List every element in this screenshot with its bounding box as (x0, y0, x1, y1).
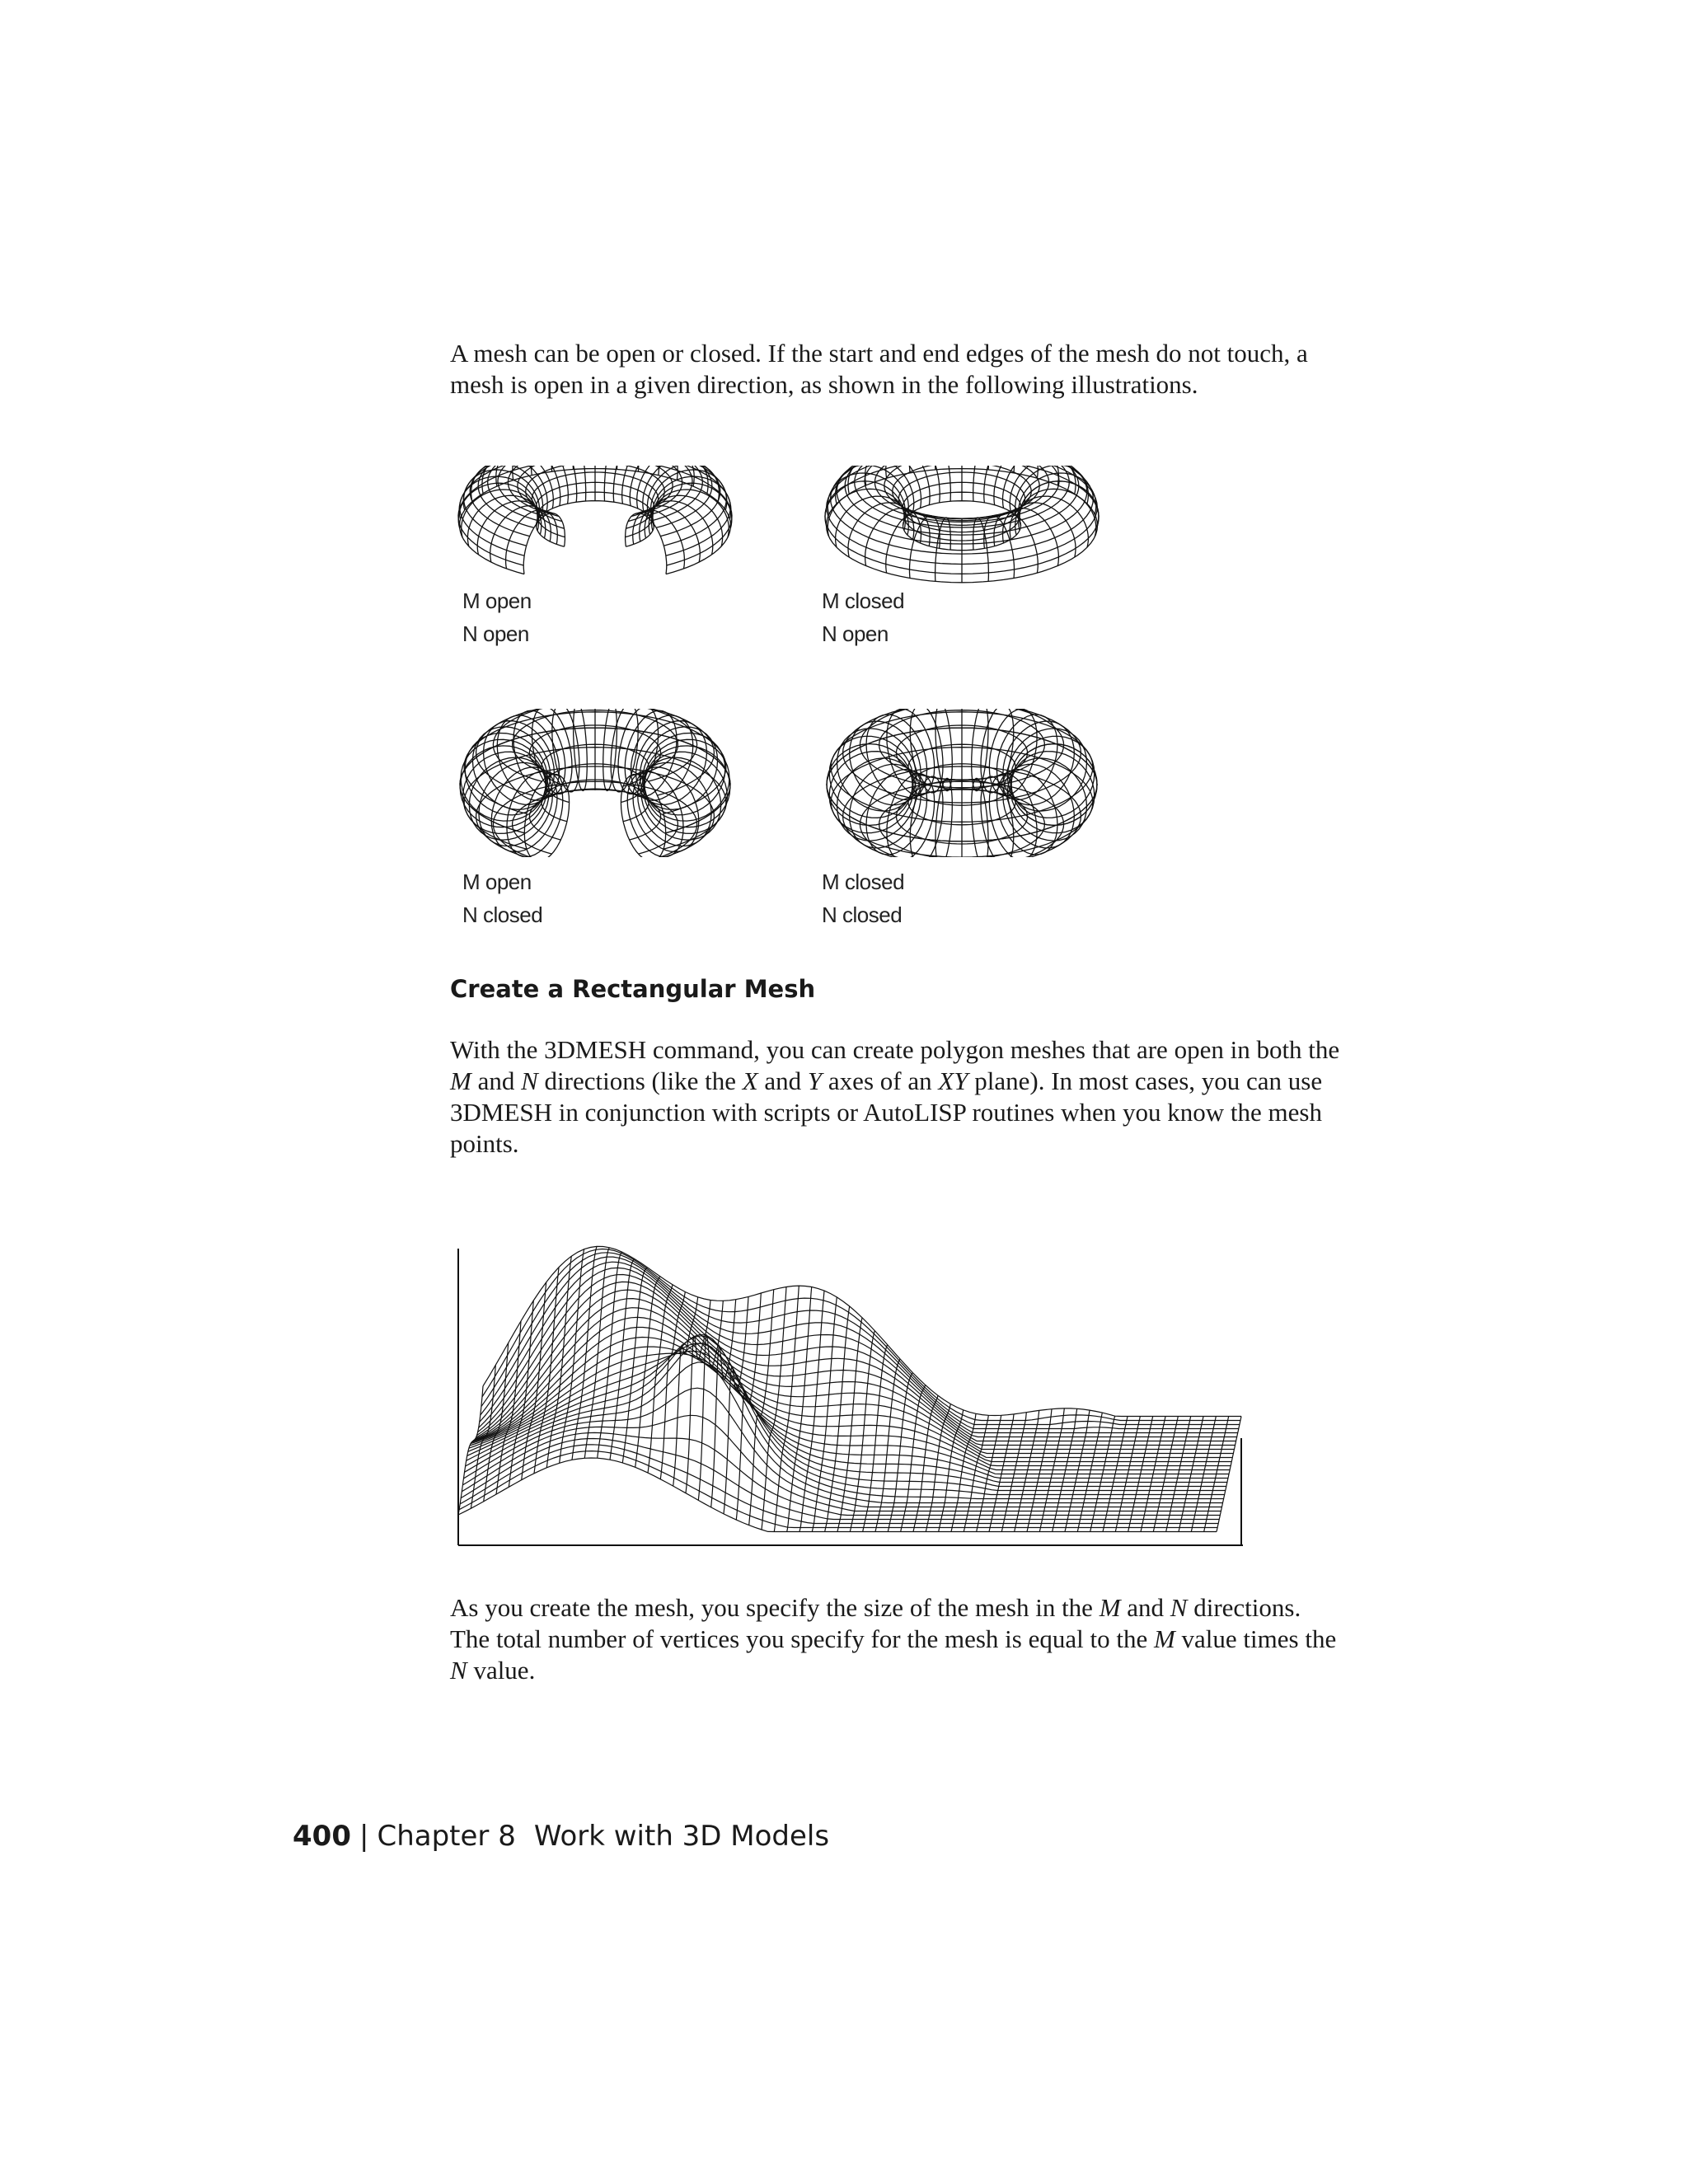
torus-figure-m-closed-n-open (822, 466, 1102, 589)
figure-caption (462, 584, 532, 650)
n-label: N open (822, 621, 889, 646)
torus-figure-m-closed-n-closed (822, 709, 1102, 857)
chapter-label: Chapter 8 (377, 1820, 516, 1853)
m-label: M closed (822, 588, 905, 613)
n-label: N closed (462, 902, 543, 927)
m-label: M open (462, 588, 532, 613)
figure-caption (822, 865, 904, 931)
section-heading: Create a Rectangular Mesh (450, 975, 816, 1003)
intro-paragraph: A mesh can be open or closed. If the start and end edges of the mesh do not touch, a mesh is open in a given direction, as shown in the following illustrations. (450, 339, 1308, 399)
figure-caption (822, 584, 904, 650)
chapter-title: Work with 3D Models (533, 1820, 830, 1853)
body-paragraph: With the 3DMESH command, you can create polygon meshes that are open in both the M and N directions (like the X and Y axes of an XY plane). In most cases, you can use 3DMESH in conjunction with scripts or AutoLISP routines when you know the mesh points. (450, 1035, 1340, 1158)
torus-figure-m-open-n-closed (455, 709, 735, 857)
footer-separator: | (359, 1820, 369, 1853)
figure-caption (462, 865, 542, 931)
m-label: M closed (822, 869, 905, 894)
body-paragraph: As you create the mesh, you specify the size of the mesh in the M and N directions. The total number of vertices you specify for the mesh is equal to the M value times the N value. (450, 1593, 1337, 1685)
page-number: 400 (293, 1820, 351, 1853)
m-label: M open (462, 869, 532, 894)
n-label: N open (462, 621, 529, 646)
n-label: N closed (822, 902, 903, 927)
terrain-mesh-figure (455, 1191, 1254, 1562)
page-footer (293, 1820, 829, 1853)
torus-figure-m-open-n-open (455, 466, 735, 589)
